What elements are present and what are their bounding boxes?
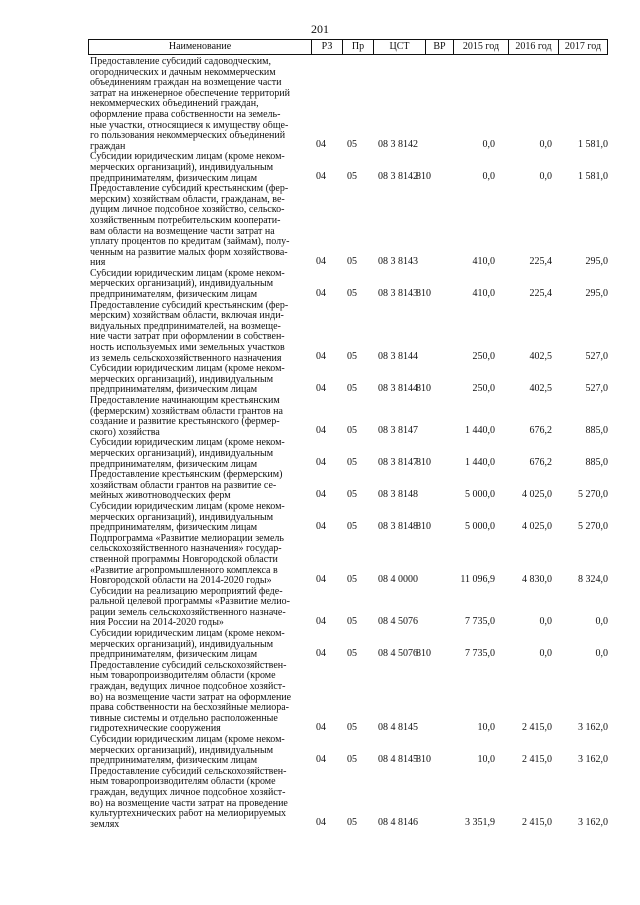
table-body bbox=[88, 57, 608, 830]
row-name-line: граждан, ведущих личное подсобное хозяйст- bbox=[90, 682, 286, 693]
cell-rz: 04 bbox=[316, 457, 326, 469]
cell-cst: 08 4 8145 bbox=[378, 753, 418, 765]
row-name bbox=[88, 470, 308, 502]
row-name-line: мерческих организаций), индивидуальным bbox=[90, 745, 274, 756]
row-name-line: из земель сельскохозяйственного назначения bbox=[90, 353, 282, 364]
cell-rz: 04 bbox=[316, 722, 326, 733]
cell-cst: 08 3 8142 bbox=[378, 139, 418, 151]
row-name-line: предпринимателям, физическим лицам bbox=[90, 173, 258, 184]
cell-cst: 08 4 8146 bbox=[378, 817, 418, 829]
header-2015: 2015 год bbox=[453, 40, 508, 54]
row-name-line: ственной программы Новгородской области bbox=[90, 554, 278, 565]
table-row bbox=[88, 767, 608, 831]
table-row bbox=[88, 534, 608, 587]
row-name-line: во) на возмещение части затрат на оформление bbox=[90, 692, 292, 703]
row-name-line: ченным на развитие малых форм хозяйствова- bbox=[90, 247, 288, 258]
table-row bbox=[88, 301, 608, 365]
cell-2016: 402,5 bbox=[529, 351, 552, 363]
row-name-line: предпринимателям, физическим лицам bbox=[90, 756, 258, 767]
row-name-line: предпринимателям, физическим лицам bbox=[90, 385, 258, 396]
row-name bbox=[88, 502, 308, 534]
table-row bbox=[88, 735, 608, 767]
cell-cst: 08 3 8144 bbox=[378, 383, 418, 394]
cell-cst: 08 4 0000 bbox=[378, 573, 418, 585]
cell-pr: 05 bbox=[347, 425, 357, 437]
cell-pr: 05 bbox=[347, 753, 357, 765]
cell-rz: 04 bbox=[316, 647, 326, 659]
table-row bbox=[88, 587, 608, 629]
cell-2017: 8 324,0 bbox=[578, 573, 608, 585]
cell-cst: 08 3 8147 bbox=[378, 457, 418, 469]
row-name-line: Субсидии юридическим лицам (кроме неком- bbox=[90, 629, 285, 640]
cell-rz: 04 bbox=[316, 383, 326, 394]
header-pr: Пр bbox=[342, 40, 373, 54]
cell-rz: 04 bbox=[316, 425, 326, 437]
row-name-line: мерческих организаций), индивидуальным bbox=[90, 162, 274, 173]
cell-vr: 810 bbox=[416, 171, 431, 183]
row-name-line: Предоставление крестьянским (фермерским) bbox=[90, 470, 283, 481]
row-name-line: граждан bbox=[90, 141, 126, 152]
cell-pr: 05 bbox=[347, 255, 357, 267]
table-row bbox=[88, 629, 608, 661]
row-name-line: Предоставление субсидий сельскохозяйствен- bbox=[90, 766, 287, 777]
cell-pr: 05 bbox=[347, 647, 357, 659]
row-name-line: Субсидии юридическим лицам (кроме неком- bbox=[90, 152, 285, 163]
cell-2016: 0,0 bbox=[539, 171, 552, 183]
row-name bbox=[88, 767, 308, 831]
row-name-line: предпринимателям, физическим лицам bbox=[90, 459, 258, 470]
row-name bbox=[88, 438, 308, 470]
cell-2015: 1 440,0 bbox=[465, 425, 495, 437]
cell-2016: 225,4 bbox=[529, 287, 552, 299]
cell-2017: 1 581,0 bbox=[578, 139, 608, 151]
cell-vr: 810 bbox=[416, 457, 431, 469]
cell-2016: 0,0 bbox=[539, 647, 552, 659]
cell-2015: 11 096,9 bbox=[460, 573, 495, 585]
cell-rz: 04 bbox=[316, 520, 326, 532]
header-2016: 2016 год bbox=[508, 40, 558, 54]
row-name-line: создание и развитие крестьянского (фермер- bbox=[90, 417, 280, 428]
table-row bbox=[88, 661, 608, 735]
cell-cst: 08 4 8145 bbox=[378, 722, 418, 733]
row-name-line: Подпрограмма «Развитие мелиорации земель bbox=[90, 533, 284, 544]
cell-2015: 10,0 bbox=[477, 753, 495, 765]
cell-2015: 410,0 bbox=[472, 287, 495, 299]
row-name-line: Субсидии юридическим лицам (кроме неком- bbox=[90, 501, 285, 512]
row-name bbox=[88, 735, 308, 767]
cell-vr: 810 bbox=[416, 753, 431, 765]
row-name bbox=[88, 534, 308, 587]
row-name-line: мерческих организаций), индивидуальным bbox=[90, 374, 274, 385]
cell-2017: 0,0 bbox=[595, 647, 608, 659]
header-2017: 2017 год bbox=[558, 40, 607, 54]
cell-cst: 08 3 8148 bbox=[378, 520, 418, 532]
row-name-line: мерским) хозяйствам области, гражданам, ве- bbox=[90, 194, 285, 205]
row-name-line: некоммерческих объединений граждан, bbox=[90, 99, 259, 110]
table-row bbox=[88, 152, 608, 184]
cell-pr: 05 bbox=[347, 383, 357, 394]
row-name-line: землях bbox=[90, 819, 120, 830]
row-name-line: Предоставление субсидий крестьянским (фер- bbox=[90, 184, 289, 195]
cell-2015: 10,0 bbox=[477, 722, 495, 733]
row-name-line: вам области на возмещение части затрат на bbox=[90, 226, 275, 237]
cell-vr: 810 bbox=[416, 520, 431, 532]
cell-cst: 08 4 5076 bbox=[378, 647, 418, 659]
cell-pr: 05 bbox=[347, 722, 357, 733]
cell-pr: 05 bbox=[347, 171, 357, 183]
cell-2016: 2 415,0 bbox=[522, 722, 552, 733]
cell-pr: 05 bbox=[347, 139, 357, 151]
row-name-line: ральной целевой программы «Развитие мелио- bbox=[90, 597, 290, 608]
cell-cst: 08 3 8148 bbox=[378, 488, 418, 500]
table-row bbox=[88, 396, 608, 438]
cell-rz: 04 bbox=[316, 616, 326, 628]
row-name bbox=[88, 301, 308, 365]
cell-2016: 676,2 bbox=[529, 425, 552, 437]
header-cst: ЦСТ bbox=[373, 40, 425, 54]
row-name-line: огороднических и дачным некоммерческим bbox=[90, 67, 276, 78]
cell-2017: 527,0 bbox=[585, 351, 608, 363]
cell-pr: 05 bbox=[347, 351, 357, 363]
cell-vr: 810 bbox=[416, 647, 431, 659]
cell-cst: 08 3 8144 bbox=[378, 351, 418, 363]
row-name-line: ные участки, относящиеся к имуществу обще- bbox=[90, 120, 289, 131]
cell-2017: 5 270,0 bbox=[578, 488, 608, 500]
row-name-line: тивные системы и отдельно расположенные bbox=[90, 713, 278, 724]
table-row bbox=[88, 184, 608, 269]
cell-rz: 04 bbox=[316, 573, 326, 585]
cell-rz: 04 bbox=[316, 255, 326, 267]
cell-2016: 225,4 bbox=[529, 255, 552, 267]
cell-2015: 5 000,0 bbox=[465, 488, 495, 500]
cell-cst: 08 3 8143 bbox=[378, 287, 418, 299]
row-name-line: граждан, ведущих личное подсобное хозяйст- bbox=[90, 787, 286, 798]
row-name-line: видуальных предпринимателей, на возмеще- bbox=[90, 321, 281, 332]
row-name-line: хозяйствам области грантов на развитие се- bbox=[90, 480, 277, 491]
cell-pr: 05 bbox=[347, 520, 357, 532]
row-name-line: Новгородской области на 2014-2020 годы» bbox=[90, 576, 272, 587]
row-name-line: мерским) хозяйствам области, включая инди- bbox=[90, 311, 284, 322]
row-name-line: рации земель сельскохозяйственного назначе- bbox=[90, 607, 286, 618]
table-header bbox=[88, 39, 608, 55]
row-name-line: Субсидии юридическим лицам (кроме неком- bbox=[90, 735, 285, 745]
cell-pr: 05 bbox=[347, 488, 357, 500]
cell-2016: 0,0 bbox=[539, 616, 552, 628]
row-name-line: дущим личное подсобное хозяйство, сельско- bbox=[90, 205, 285, 216]
row-name-line: Субсидии юридическим лицам (кроме неком- bbox=[90, 438, 285, 449]
row-name-line: объединениям граждан на возмещение части bbox=[90, 78, 282, 89]
cell-2016: 4 025,0 bbox=[522, 488, 552, 500]
row-name-line: сельскохозяйственного назначения» государ- bbox=[90, 544, 282, 555]
table-row bbox=[88, 438, 608, 470]
table-row bbox=[88, 57, 608, 152]
cell-2016: 4 025,0 bbox=[522, 520, 552, 532]
cell-2015: 3 351,9 bbox=[465, 817, 495, 829]
cell-rz: 04 bbox=[316, 753, 326, 765]
cell-2017: 885,0 bbox=[585, 425, 608, 437]
cell-2015: 250,0 bbox=[472, 351, 495, 363]
cell-cst: 08 4 5076 bbox=[378, 616, 418, 628]
row-name-line: Предоставление субсидий сельскохозяйствен- bbox=[90, 660, 287, 671]
cell-2015: 0,0 bbox=[482, 139, 495, 151]
row-name bbox=[88, 57, 308, 152]
cell-2017: 5 270,0 bbox=[578, 520, 608, 532]
header-vr: ВР bbox=[425, 40, 453, 54]
cell-pr: 05 bbox=[347, 573, 357, 585]
row-name-line: мейных животноводческих ферм bbox=[90, 491, 231, 502]
row-name-line: (фермерским) хозяйствам области грантов на bbox=[90, 406, 283, 417]
cell-2017: 295,0 bbox=[585, 287, 608, 299]
cell-2015: 0,0 bbox=[482, 171, 495, 183]
row-name-line: Предоставление субсидий крестьянским (фер- bbox=[90, 300, 289, 311]
table-row bbox=[88, 269, 608, 301]
row-name-line: мерческих организаций), индивидуальным bbox=[90, 279, 274, 290]
row-name-line: во) на возмещение части затрат на проведение bbox=[90, 798, 288, 809]
table-row bbox=[88, 364, 608, 396]
cell-pr: 05 bbox=[347, 616, 357, 628]
table-row bbox=[88, 470, 608, 502]
cell-cst: 08 3 8142 bbox=[378, 171, 418, 183]
row-name-line: Субсидии юридическим лицам (кроме неком- bbox=[90, 268, 285, 279]
row-name-line: мерческих организаций), индивидуальным bbox=[90, 448, 274, 459]
cell-rz: 04 bbox=[316, 171, 326, 183]
cell-pr: 05 bbox=[347, 457, 357, 469]
cell-2016: 0,0 bbox=[539, 139, 552, 151]
row-name-line: ского) хозяйства bbox=[90, 427, 160, 438]
row-name-line: гидротехнические сооружения bbox=[90, 724, 221, 735]
cell-rz: 04 bbox=[316, 287, 326, 299]
cell-2017: 3 162,0 bbox=[578, 753, 608, 765]
row-name-line: затрат на инженерное обеспечение территорий bbox=[90, 88, 290, 99]
cell-rz: 04 bbox=[316, 817, 326, 829]
row-name-line: Субсидии на реализацию мероприятий феде- bbox=[90, 586, 283, 597]
cell-pr: 05 bbox=[347, 287, 357, 299]
row-name-line: «Развитие агропромышленного комплекса в bbox=[90, 565, 278, 576]
row-name-line: ние части затрат при оформлении в собствен- bbox=[90, 332, 285, 343]
table-row bbox=[88, 502, 608, 534]
page-number: 201 bbox=[311, 22, 329, 36]
cell-2016: 402,5 bbox=[529, 383, 552, 394]
row-name bbox=[88, 184, 308, 269]
row-name bbox=[88, 661, 308, 735]
row-name-line: хозяйственным потребительским кооперати- bbox=[90, 215, 281, 226]
cell-2016: 676,2 bbox=[529, 457, 552, 469]
row-name bbox=[88, 152, 308, 184]
row-name-line: ния bbox=[90, 258, 106, 269]
row-name-line: мерческих организаций), индивидуальным bbox=[90, 512, 274, 523]
row-name-line: ность используемых ими земельных участков bbox=[90, 343, 285, 354]
row-name-line: оформление права собственности на земель- bbox=[90, 109, 281, 120]
row-name-line: предпринимателям, физическим лицам bbox=[90, 290, 258, 301]
cell-cst: 08 3 8147 bbox=[378, 425, 418, 437]
cell-2017: 0,0 bbox=[595, 616, 608, 628]
cell-2017: 295,0 bbox=[585, 255, 608, 267]
row-name-line: мерческих организаций), индивидуальным bbox=[90, 639, 274, 650]
row-name-line: ным товаропроизводителям области (кроме bbox=[90, 671, 276, 682]
header-rz: РЗ bbox=[311, 40, 342, 54]
row-name-line: ния России на 2014-2020 годы» bbox=[90, 618, 224, 629]
row-name-line: предпринимателям, физическим лицам bbox=[90, 523, 258, 534]
row-name-line: предпринимателям, физическим лицам bbox=[90, 650, 258, 661]
cell-2015: 7 735,0 bbox=[465, 616, 495, 628]
row-name-line: ным товаропроизводителям области (кроме bbox=[90, 777, 276, 788]
cell-rz: 04 bbox=[316, 488, 326, 500]
row-name-line: Субсидии юридическим лицам (кроме неком- bbox=[90, 364, 285, 375]
cell-vr: 810 bbox=[416, 383, 431, 394]
cell-2015: 7 735,0 bbox=[465, 647, 495, 659]
cell-pr: 05 bbox=[347, 817, 357, 829]
cell-2016: 4 830,0 bbox=[522, 573, 552, 585]
row-name-line: уплату процентов по кредитам (займам), полу- bbox=[90, 237, 290, 248]
row-name bbox=[88, 364, 308, 396]
cell-2016: 2 415,0 bbox=[522, 753, 552, 765]
header-name: Наименование bbox=[168, 41, 232, 52]
row-name bbox=[88, 269, 308, 301]
cell-2015: 410,0 bbox=[472, 255, 495, 267]
row-name-line: го пользования некоммерческих объединений bbox=[90, 131, 286, 142]
cell-rz: 04 bbox=[316, 351, 326, 363]
row-name-line: права собственности на бесхозяйные мелиора- bbox=[90, 703, 290, 714]
cell-2017: 527,0 bbox=[585, 383, 608, 394]
cell-2015: 250,0 bbox=[472, 383, 495, 394]
cell-2017: 3 162,0 bbox=[578, 722, 608, 733]
row-name-line: культуртехнических работ на мелиорируемых bbox=[90, 809, 287, 820]
row-name bbox=[88, 629, 308, 661]
cell-rz: 04 bbox=[316, 139, 326, 151]
row-name bbox=[88, 396, 308, 438]
cell-2016: 2 415,0 bbox=[522, 817, 552, 829]
row-name-line: Предоставление начинающим крестьянским bbox=[90, 396, 280, 406]
row-name-line: Предоставление субсидий садоводческим, bbox=[90, 57, 271, 67]
cell-2015: 5 000,0 bbox=[465, 520, 495, 532]
cell-vr: 810 bbox=[416, 287, 431, 299]
cell-2015: 1 440,0 bbox=[465, 457, 495, 469]
cell-cst: 08 3 8143 bbox=[378, 255, 418, 267]
cell-2017: 3 162,0 bbox=[578, 817, 608, 829]
cell-2017: 885,0 bbox=[585, 457, 608, 469]
cell-2017: 1 581,0 bbox=[578, 171, 608, 183]
row-name bbox=[88, 587, 308, 629]
